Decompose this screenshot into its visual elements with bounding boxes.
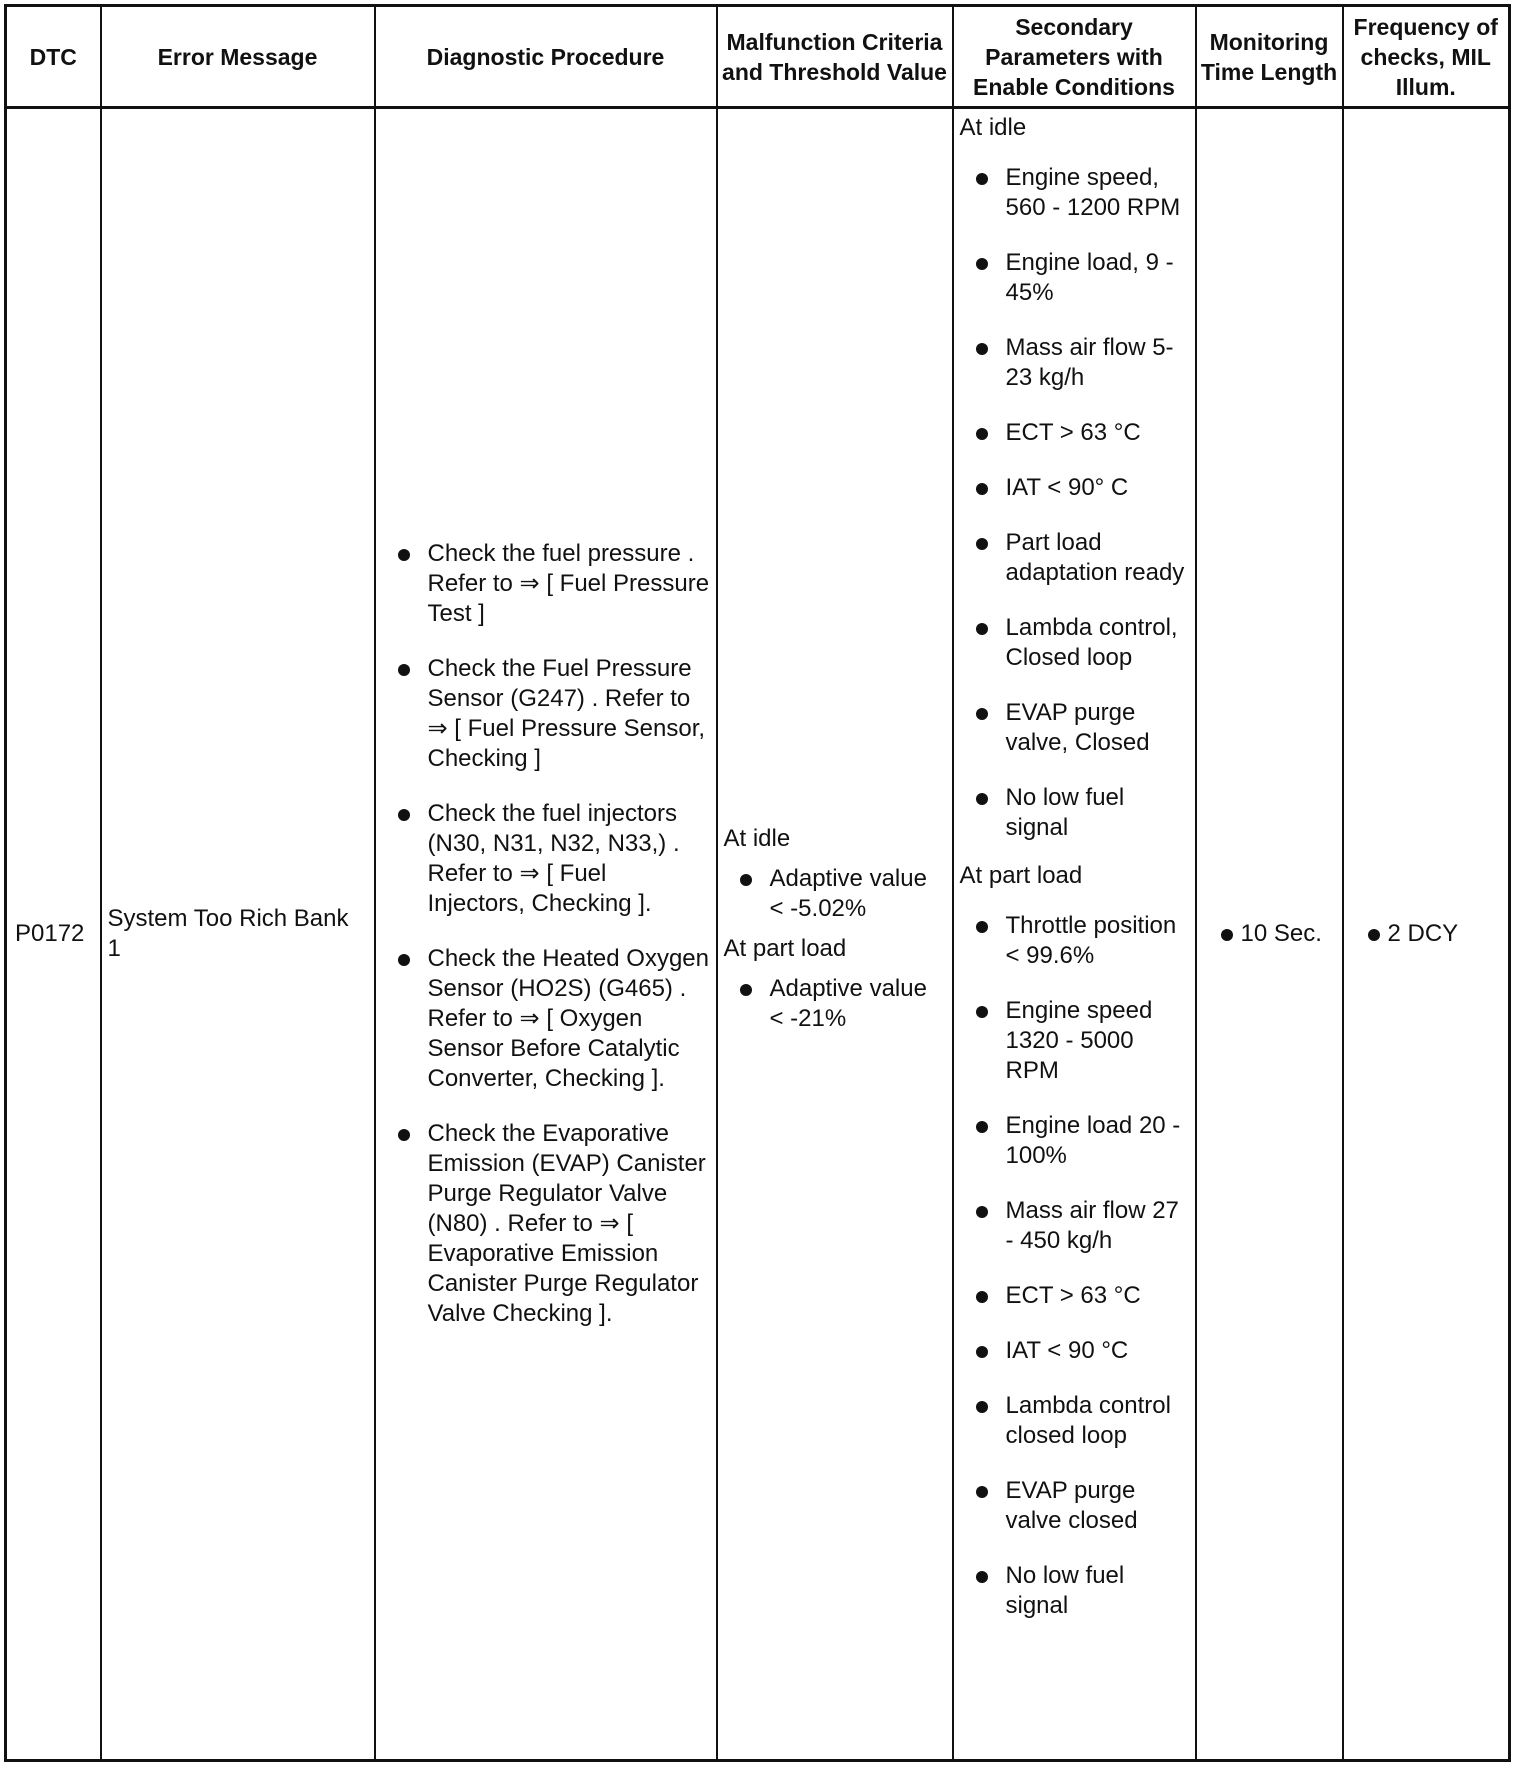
secondary-item: IAT < 90 °C <box>960 1336 1189 1366</box>
secondary-part-load-list <box>960 911 1189 1621</box>
table-row <box>6 108 1510 1761</box>
secondary-item: Mass air flow 5-23 kg/h <box>960 333 1189 393</box>
frequency: 2 DCY <box>1350 919 1503 949</box>
criteria-part-load-list <box>724 974 946 1034</box>
procedure-item: Check the fuel injectors (N30, N31, N32, N33,) . Refer to ⇒ [ Fuel Injectors, Checking ]. <box>382 799 710 919</box>
header-frequency: Frequency of checks, MIL Illum. <box>1343 6 1510 108</box>
malfunction-criteria-cell <box>717 108 953 1761</box>
header-row <box>6 6 1510 108</box>
secondary-item: ECT > 63 °C <box>960 1281 1189 1311</box>
header-dtc: DTC <box>6 6 101 108</box>
secondary-item: IAT < 90° C <box>960 473 1189 503</box>
header-error-message: Error Message <box>101 6 375 108</box>
procedure-item: Check the Evaporative Emission (EVAP) Canister Purge Regulator Valve (N80) . Refer to ⇒ [ Evaporative Emission Canister Purge Regulator Valve Checking ]. <box>382 1119 710 1329</box>
procedure-item: Check the Fuel Pressure Sensor (G247) . Refer to ⇒ [ Fuel Pressure Sensor, Checking ] <box>382 654 710 774</box>
secondary-item: No low fuel signal <box>960 783 1189 843</box>
secondary-item: ECT > 63 °C <box>960 418 1189 448</box>
dtc-code: P0172 <box>6 108 101 1761</box>
secondary-item: EVAP purge valve, Closed <box>960 698 1189 758</box>
procedure-item: Check the fuel pressure . Refer to ⇒ [ Fuel Pressure Test ] <box>382 539 710 629</box>
secondary-parameters-cell <box>953 108 1196 1761</box>
monitoring-time: 10 Sec. <box>1203 919 1336 949</box>
secondary-item: Engine load, 9 - 45% <box>960 248 1189 308</box>
secondary-item: Lambda control, Closed loop <box>960 613 1189 673</box>
header-malfunction-criteria: Malfunction Criteria and Threshold Value <box>717 6 953 108</box>
secondary-item: Engine speed, 560 - 1200 RPM <box>960 163 1189 223</box>
secondary-part-load-label: At part load <box>959 862 1083 889</box>
criteria-idle-label: At idle <box>723 825 791 852</box>
frequency-cell <box>1343 108 1510 1761</box>
criteria-item: Adaptive value < -21% <box>724 974 946 1034</box>
secondary-item: Throttle position < 99.6% <box>960 911 1189 971</box>
diagnostic-procedure-list <box>382 539 710 1329</box>
secondary-idle-list <box>960 163 1189 843</box>
header-diagnostic-procedure: Diagnostic Procedure <box>375 6 717 108</box>
secondary-idle-label: At idle <box>959 114 1027 141</box>
header-monitoring-time: Monitoring Time Length <box>1196 6 1343 108</box>
criteria-part-load-label: At part load <box>723 935 847 962</box>
error-message: System Too Rich Bank 1 <box>101 108 375 1761</box>
secondary-item: Engine load 20 - 100% <box>960 1111 1189 1171</box>
dtc-table <box>4 4 1511 1762</box>
procedure-item: Check the Heated Oxygen Sensor (HO2S) (G465) . Refer to ⇒ [ Oxygen Sensor Before Catalytic Converter, Checking ]. <box>382 944 710 1094</box>
diagnostic-procedure-cell <box>375 108 717 1761</box>
criteria-idle-list <box>724 864 946 924</box>
secondary-item: EVAP purge valve closed <box>960 1476 1189 1536</box>
criteria-item: Adaptive value < -5.02% <box>724 864 946 924</box>
secondary-item: Engine speed 1320 - 5000 RPM <box>960 996 1189 1086</box>
header-secondary-parameters: Secondary Parameters with Enable Conditions <box>953 6 1196 108</box>
secondary-item: Part load adaptation ready <box>960 528 1189 588</box>
secondary-item: No low fuel signal <box>960 1561 1189 1621</box>
secondary-item: Lambda control closed loop <box>960 1391 1189 1451</box>
secondary-item: Mass air flow 27 - 450 kg/h <box>960 1196 1189 1256</box>
monitoring-time-cell <box>1196 108 1343 1761</box>
